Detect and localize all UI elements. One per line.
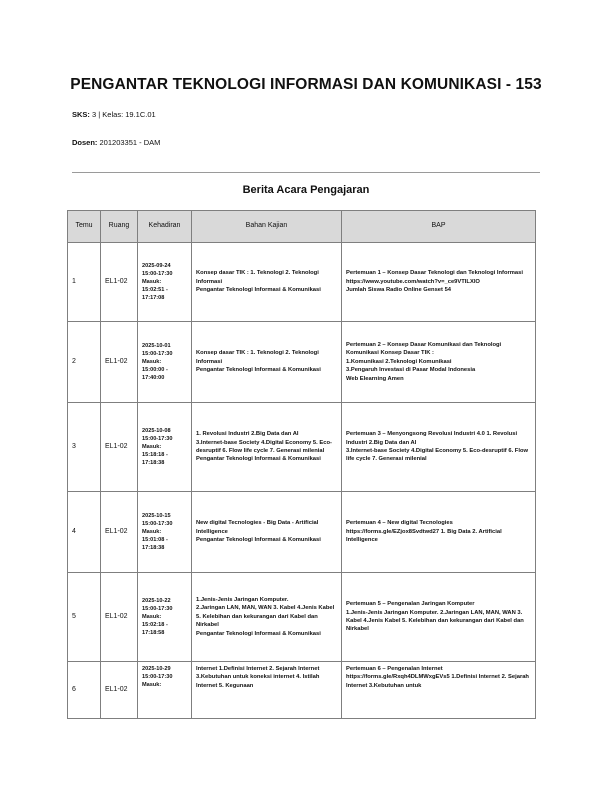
cell-ruang: EL1-02 (101, 403, 138, 492)
header-bap: BAP (342, 211, 536, 243)
cell-bahan-kajian (192, 492, 342, 573)
cell-bahan-kajian (192, 322, 342, 403)
kehadiran-line: 17:17:08 (142, 295, 165, 302)
cell-bahan-kajian (192, 573, 342, 662)
bap-line: Pertemuan 6 – Pengenalan Internet (346, 666, 443, 672)
cell-temu: 4 (68, 492, 101, 573)
kehadiran-line: Masuk: (142, 278, 162, 285)
bap-line: https://www.youtube.com/watch?v=_ce9VTILXlO (346, 278, 480, 285)
cell-temu: 5 (68, 573, 101, 662)
bap-line: 1.Jenis-Jenis Jaringan Komputer. 2.Jaringan LAN, MAN, WAN 3. Kabel 4.Jenis Kabel 5. Kelebihan dan kekurangan dari Kabel dan Nirkabel (346, 609, 524, 633)
cell-bap (342, 403, 536, 492)
table-row (68, 322, 536, 403)
bahan-line: Pengantar Teknologi Informasi & Komunikasi (196, 630, 321, 637)
cell-bahan-kajian (192, 243, 342, 322)
cell-bap (342, 322, 536, 403)
cell-kehadiran (138, 492, 192, 573)
bahan-line: Internet 1.Definisi Internet 2. Sejarah Internet 3.Kebutuhan untuk koneksi internet 4. Istilah Internet 5. Kegunaan (196, 666, 320, 689)
bahan-line: New digital Tecnologies - Big Data - Artificial Intelligence (196, 520, 319, 535)
cell-ruang: EL1-02 (101, 492, 138, 573)
header-kehadiran: Kehadiran (138, 211, 192, 243)
kehadiran-line: 15:01:08 - (142, 537, 168, 544)
kehadiran-line: Masuk: (142, 358, 162, 365)
table-row (68, 243, 536, 322)
table-row (68, 573, 536, 662)
kehadiran-line: 2025-10-01 (142, 342, 171, 349)
kehadiran-line: Masuk: (142, 528, 162, 535)
bahan-line: Konsep dasar TIK : 1. Teknologi 2. Teknologi Informasi (196, 270, 319, 285)
header-ruang: Ruang (101, 211, 138, 243)
bap-line: Pertemuan 2 – Konsep Dasar Komunikasi dan Teknologi Komunikasi Konsep Dasar TIK : (346, 342, 502, 357)
cell-ruang: EL1-02 (101, 322, 138, 403)
cell-ruang: EL1-02 (101, 573, 138, 662)
bap-line: 3.Pengaruh Investasi di Pasar Modal Indonesia (346, 367, 476, 374)
kehadiran-line: Masuk: (142, 613, 162, 620)
kehadiran-line: 2025-10-15 (142, 512, 171, 519)
cell-bap (342, 662, 536, 719)
dosen-value: 201203351 - DAM (99, 138, 161, 147)
divider (72, 172, 540, 173)
cell-kehadiran (138, 403, 192, 492)
bap-line: Pertemuan 1 – Konsep Dasar Teknologi dan Teknologi Informasi (346, 270, 523, 277)
cell-temu: 1 (68, 243, 101, 322)
kehadiran-line: 2025-10-22 (142, 597, 171, 604)
cell-bap (342, 573, 536, 662)
bahan-line: Pengantar Teknologi Informasi & Komunikasi (196, 537, 321, 544)
header-bahan-kajian: Bahan Kajian (192, 211, 342, 243)
kehadiran-line: 15:18:18 - (142, 452, 168, 459)
cell-temu: 3 (68, 403, 101, 492)
sks-value: 3 | Kelas: 19.1C.01 (92, 110, 156, 119)
kehadiran-line: 15:00-17:30 (142, 435, 173, 442)
bahan-line: Pengantar Teknologi Informasi & Komunikasi (196, 456, 321, 463)
bap-line: Jumlah Siswa Radio Online Genset 54 (346, 287, 452, 294)
bahan-line: 3.Internet-base Society 4.Digital Economy 5. Eco-desruptif 6. Flow life cycle 7. Generasi milenial (196, 439, 332, 454)
dosen-info (72, 138, 160, 147)
cell-ruang: EL1-02 (101, 662, 138, 719)
cell-kehadiran (138, 322, 192, 403)
bap-line: Pertemuan 5 – Pengenalan Jaringan Komputer (346, 601, 475, 608)
kehadiran-line: 17:18:38 (142, 460, 165, 467)
bahan-line: Pengantar Teknologi Informasi & Komunikasi (196, 367, 321, 374)
bahan-line: Konsep dasar TIK : 1. Teknologi 2. Teknologi Informasi (196, 350, 319, 365)
header-temu: Temu (68, 211, 101, 243)
cell-ruang: EL1-02 (101, 243, 138, 322)
kehadiran-line: 17:40:00 (142, 375, 165, 382)
kehadiran-line: Masuk: (142, 682, 162, 689)
cell-bap (342, 492, 536, 573)
table-row (68, 492, 536, 573)
kehadiran-line: 2025-10-08 (142, 427, 171, 434)
bap-line: 3.Internet-base Society 4.Digital Economy 5. Eco-desruptif 6. Flow life cycle 7. Generasi milenial (346, 448, 528, 463)
bap-table (67, 210, 536, 719)
kehadiran-line: 15:00-17:30 (142, 270, 173, 277)
bap-line: Web Elearning Amen (346, 375, 404, 382)
page-title: PENGANTAR TEKNOLOGI INFORMASI DAN KOMUNIKASI - 153 (70, 76, 542, 93)
cell-temu: 2 (68, 322, 101, 403)
bap-line: https://forms.gle/Rxqh4DLMWxgEVs5 1.Definisi Internet 2. Sejarah Internet 3.Kebutuhan untuk (346, 674, 529, 689)
section-title: Berita Acara Pengajaran (242, 184, 370, 196)
table-header-row (68, 211, 536, 243)
bap-line: Pertemuan 4 – New digital Tecnologies (346, 520, 453, 527)
bahan-line: 2.Jaringan LAN, MAN, WAN 3. Kabel 4.Jenis Kabel 5. Kelebihan dan kekurangan dari Kabel dan Nirkabel (196, 605, 335, 629)
bahan-line: 1.Jenis-Jenis Jaringan Komputer. (196, 597, 289, 604)
kehadiran-line: 15:00-17:30 (142, 520, 173, 527)
cell-kehadiran (138, 662, 192, 719)
bap-line: https://forms.gle/EZjox8Svdtwd27 1. Big Data 2. Artificial Intelligence (346, 528, 502, 544)
bahan-line: 1. Revolusi Industri 2.Big Data dan AI (196, 431, 299, 438)
cell-bahan-kajian (192, 403, 342, 492)
bahan-line: Pengantar Teknologi Informasi & Komunikasi (196, 287, 321, 294)
kehadiran-line: 15:00:00 - (142, 367, 168, 374)
bap-line: 1.Komunikasi 2.Teknologi Komunikasi (346, 358, 452, 365)
kehadiran-line: Masuk: (142, 443, 162, 450)
table-row (68, 662, 536, 719)
kehadiran-line: 17:18:38 (142, 545, 165, 552)
cell-kehadiran (138, 573, 192, 662)
cell-bap (342, 243, 536, 322)
kehadiran-line: 17:18:58 (142, 630, 165, 637)
table-row (68, 403, 536, 492)
kehadiran-line: 2025-10-29 (142, 666, 171, 672)
cell-bahan-kajian (192, 662, 342, 719)
bap-line: Pertemuan 3 – Menyongsong Revolusi Industri 4.0 1. Revolusi Industri 2.Big Data dan AI (346, 431, 518, 446)
kehadiran-line: 15:00-17:30 (142, 674, 173, 681)
kehadiran-line: 15:02:51 - (142, 287, 168, 294)
sks-info (72, 110, 156, 119)
kehadiran-line: 15:02:18 - (142, 622, 168, 629)
cell-temu: 6 (68, 662, 101, 719)
sks-label: SKS: (72, 110, 90, 119)
cell-kehadiran (138, 243, 192, 322)
dosen-label: Dosen: (72, 138, 98, 147)
kehadiran-line: 15:00-17:30 (142, 350, 173, 357)
kehadiran-line: 2025-09-24 (142, 262, 171, 269)
kehadiran-line: 15:00-17:30 (142, 605, 173, 612)
